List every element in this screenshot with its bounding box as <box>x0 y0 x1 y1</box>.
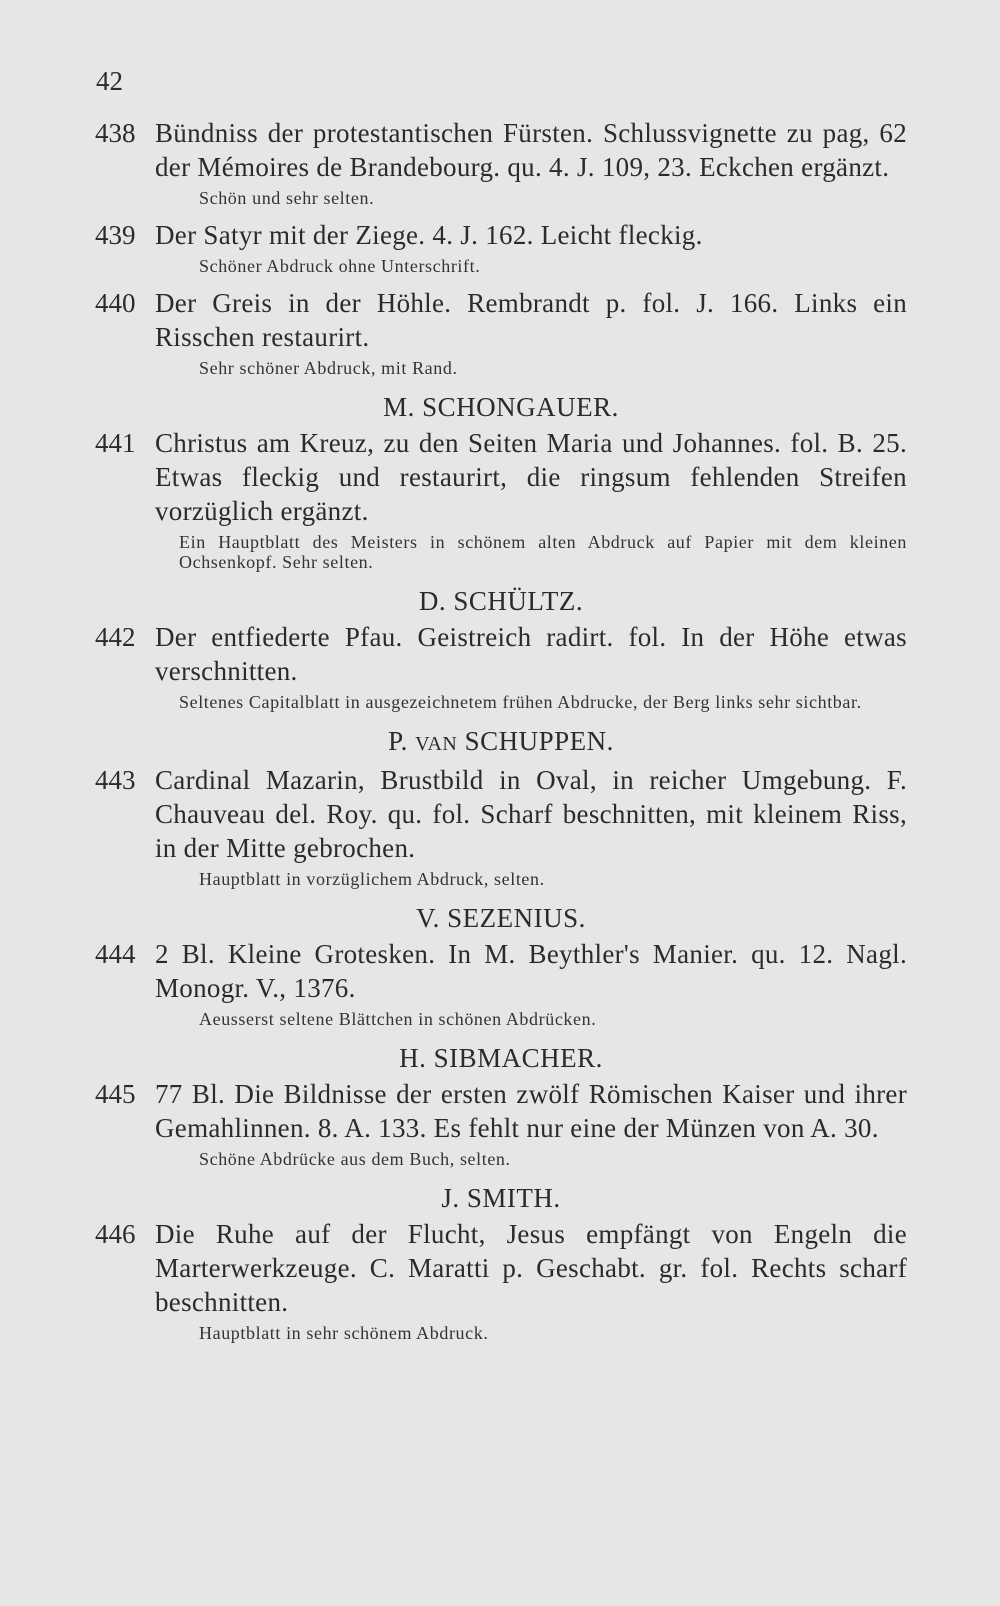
entry-number: 444 <box>95 939 136 969</box>
catalogue-entry-439 <box>95 218 907 276</box>
section-heading-particle: VAN <box>415 733 458 755</box>
entry-description: 2 Bl. Kleine Grotesken. In M. Beythler's Manier. qu. 12. Nagl. Monogr. V., 1376. <box>155 939 907 1003</box>
entry-note: Schöne Abdrücke aus dem Buch, selten. <box>199 1149 511 1169</box>
catalogue-page-content <box>95 116 907 1343</box>
entry-note: Ein Hauptblatt des Meisters in schönem alten Abdruck auf Papier mit dem kleinen Ochsenkopf. Sehr selten. <box>179 532 907 572</box>
catalogue-entry-438 <box>95 116 907 208</box>
section-heading-smith: J. SMITH. <box>441 1183 561 1213</box>
section-heading-sibmacher: H. SIBMACHER. <box>399 1043 603 1073</box>
catalogue-entry-446 <box>95 1217 907 1343</box>
entry-note: Sehr schöner Abdruck, mit Rand. <box>199 358 458 378</box>
entry-description: Der Satyr mit der Ziege. 4. J. 162. Leicht fleckig. <box>155 220 703 250</box>
catalogue-entry-443 <box>95 763 907 889</box>
entry-number: 442 <box>95 622 136 652</box>
entry-note: Seltenes Capitalblatt in ausgezeichnetem frühen Abdrucke, der Berg links sehr sichtbar. <box>179 692 862 712</box>
entry-number: 439 <box>95 220 136 250</box>
catalogue-entry-440 <box>95 286 907 378</box>
entry-description: Die Ruhe auf der Flucht, Jesus empfängt von Engeln die Marterwerkzeuge. C. Maratti p. Geschabt. gr. fol. Rechts scharf beschnitten. <box>155 1219 907 1317</box>
section-heading-initial: P. <box>388 726 408 756</box>
catalogue-entry-444 <box>95 937 907 1029</box>
entry-number: 445 <box>95 1079 136 1109</box>
catalogue-entry-445 <box>95 1077 907 1169</box>
entry-description: Der entfiederte Pfau. Geistreich radirt. fol. In der Höhe etwas verschnitten. <box>155 622 907 686</box>
entry-note: Hauptblatt in vorzüglichem Abdruck, selten. <box>199 869 545 889</box>
entry-number: 438 <box>95 118 136 148</box>
entry-description: Christus am Kreuz, zu den Seiten Maria und Johannes. fol. B. 25. Etwas fleckig und restaurirt, die ringsum fehlenden Streifen vorzüglich ergänzt. <box>155 428 907 526</box>
entry-number: 443 <box>95 765 136 795</box>
section-heading-schongauer: M. SCHONGAUER. <box>383 392 619 422</box>
entry-note: Schöner Abdruck ohne Unterschrift. <box>199 256 481 276</box>
entry-description: Bündniss der protestantischen Fürsten. Schlussvignette zu pag, 62 der Mémoires de Brandebourg. qu. 4. J. 109, 23. Eckchen ergänzt. <box>155 118 907 182</box>
entry-note: Schön und sehr selten. <box>199 188 375 208</box>
entry-description: 77 Bl. Die Bildnisse der ersten zwölf Römischen Kaiser und ihrer Gemahlinnen. 8. A. 133. Es fehlt nur eine der Münzen von A. 30. <box>155 1079 907 1143</box>
section-heading-schueltz: D. SCHÜLTZ. <box>418 586 584 616</box>
catalogue-entry-442 <box>95 620 907 712</box>
entry-description: Der Greis in der Höhle. Rembrandt p. fol. J. 166. Links ein Risschen restaurirt. <box>155 288 907 352</box>
entry-number: 446 <box>95 1219 136 1249</box>
entry-description: Cardinal Mazarin, Brustbild in Oval, in reicher Umgebung. F. Chauveau del. Roy. qu. fol. Scharf beschnitten, mit kleinem Riss, in der Mitte gebrochen. <box>155 765 907 863</box>
section-heading-schuppen <box>95 724 907 761</box>
entry-note: Aeusserst seltene Blättchen in schönen Abdrücken. <box>199 1009 597 1029</box>
page-number: 42 <box>96 66 123 96</box>
entry-number: 440 <box>95 288 136 318</box>
entry-number: 441 <box>95 428 136 458</box>
section-heading-sezenius: V. SEZENIUS. <box>416 903 586 933</box>
entry-note: Hauptblatt in sehr schönem Abdruck. <box>199 1323 489 1343</box>
section-heading-surname: SCHUPPEN. <box>464 726 614 756</box>
catalogue-entry-441 <box>95 426 907 572</box>
